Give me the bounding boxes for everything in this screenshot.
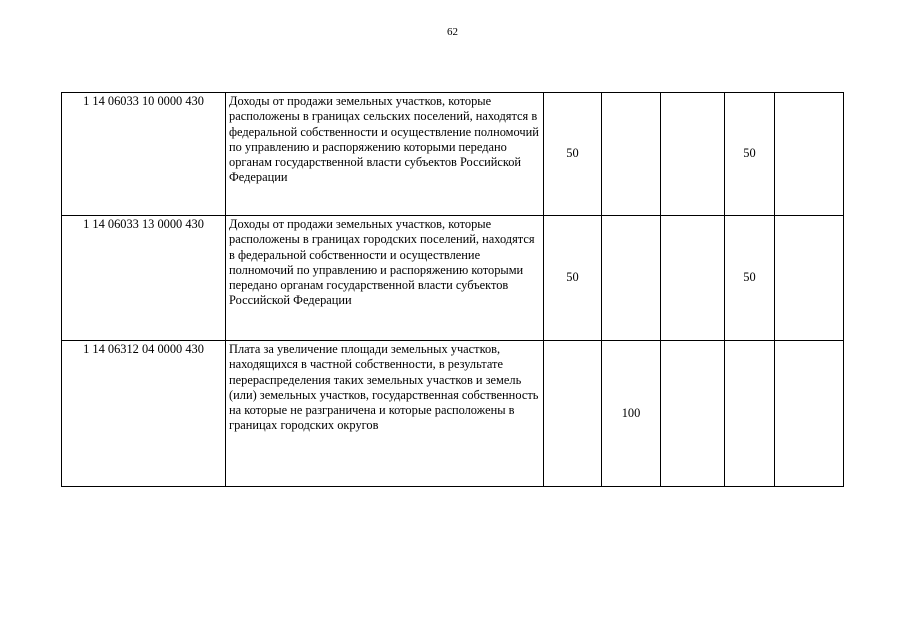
- value-cell-3: [661, 216, 725, 341]
- value-cell-3: [661, 93, 725, 216]
- value-cell-1: [544, 341, 602, 487]
- description-cell: Доходы от продажи земельных участков, которые расположены в границах сельских поселений, находятся в федеральной собственности и осуществление полномочий по управлению и распоряжению которыми передано органам государственной власти субъектов Российской Федерации: [226, 93, 544, 216]
- value-cell-5: [775, 216, 844, 341]
- budget-code-cell: 1 14 06033 10 0000 430: [62, 93, 226, 216]
- value-cell-3: [661, 341, 725, 487]
- table-row: [62, 93, 844, 216]
- value-cell-4: 50: [725, 216, 775, 341]
- value-cell-5: [775, 341, 844, 487]
- value-cell-5: [775, 93, 844, 216]
- page-number: 62: [447, 26, 458, 38]
- description-cell: Плата за увеличение площади земельных участков, находящихся в частной собственности, в результате перераспределения таких земельных участков и земель (или) земельных участков, государственная собственность на которые не разграничена и которые расположены в границах городских округов: [226, 341, 544, 487]
- table-row: [62, 341, 844, 487]
- budget-code-cell: 1 14 06312 04 0000 430: [62, 341, 226, 487]
- value-cell-2: 100: [602, 341, 661, 487]
- table-row: [62, 216, 844, 341]
- value-cell-2: [602, 93, 661, 216]
- value-cell-1: 50: [544, 216, 602, 341]
- budget-code-cell: 1 14 06033 13 0000 430: [62, 216, 226, 341]
- value-cell-4: 50: [725, 93, 775, 216]
- description-cell: Доходы от продажи земельных участков, которые расположены в границах городских поселений, находятся в федеральной собственности и осуществление полномочий по управлению и распоряжению которыми передано органам государственной власти субъектов Российской Федерации: [226, 216, 544, 341]
- value-cell-4: [725, 341, 775, 487]
- value-cell-1: 50: [544, 93, 602, 216]
- revenue-table: [61, 92, 844, 487]
- value-cell-2: [602, 216, 661, 341]
